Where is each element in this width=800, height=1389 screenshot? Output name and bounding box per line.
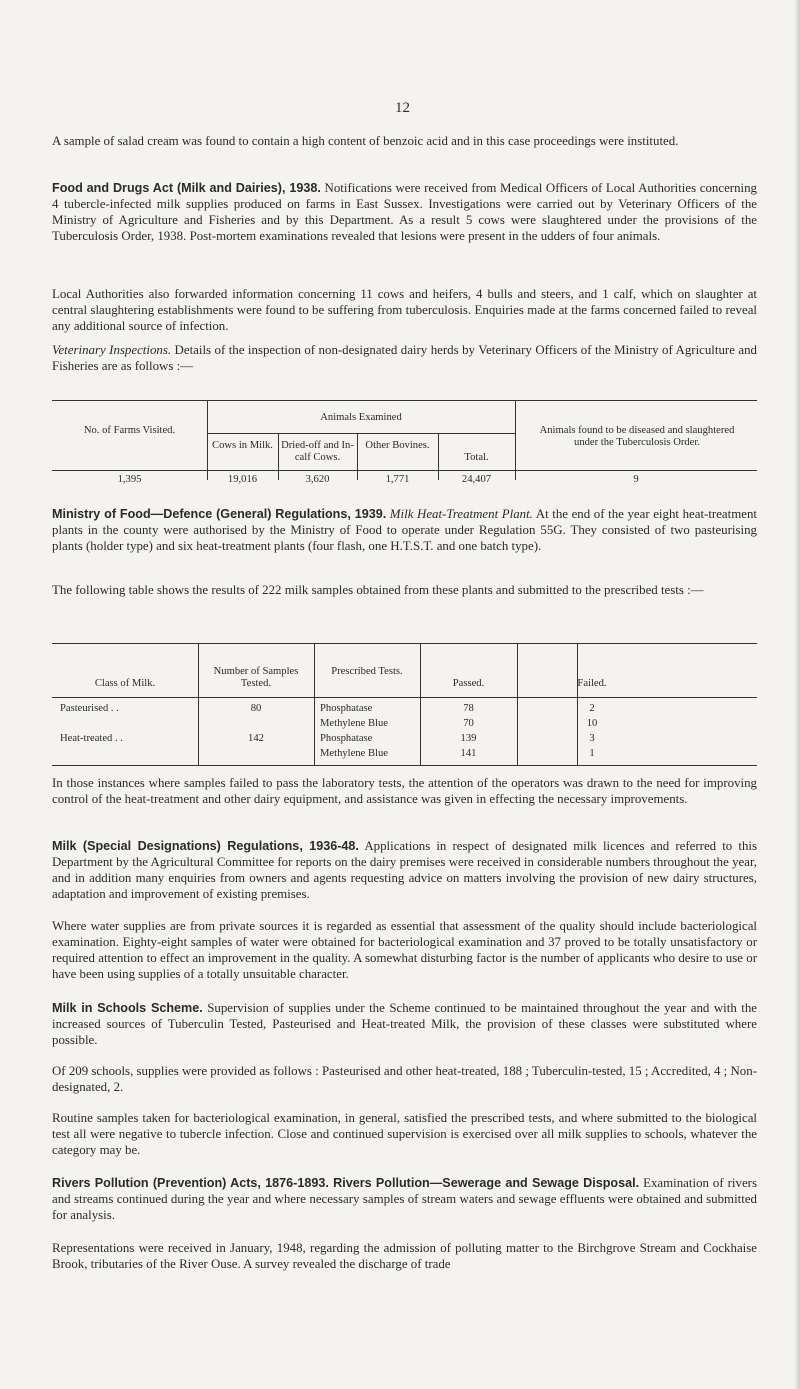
cell-passed: 139	[460, 733, 477, 744]
header-prescribed-tests: Prescribed Tests.	[331, 666, 403, 677]
paragraph-local-authorities	[52, 286, 757, 334]
paragraph-text: Routine samples taken for bacteriological examination, in general, satisfied the prescribed tests, and where submitted to the biological test all were negative to tubercle infection. Close and continued supervision is exercised over all milk supplies to schools, whatever the category may be.	[52, 1111, 757, 1157]
paragraph-text: Details of the inspection of non-designated dairy herds by Veterinary Officers of the Ministry of Agriculture and Fisheries are as follows :—	[52, 343, 758, 373]
cell-diseased: 9	[633, 474, 639, 485]
paragraph-following-table	[52, 582, 757, 598]
section-heading: Milk in Schools Scheme.	[52, 1001, 203, 1015]
cell-test: Phosphatase	[320, 733, 373, 744]
section-heading: Ministry of Food—Defence (General) Regulations, 1939.	[52, 507, 387, 521]
header-animals-examined: Animals Examined	[320, 412, 402, 423]
section-heading: Rivers Pollution (Prevention) Acts, 1876-1893. Rivers Pollution—Sewerage and Sewage Disposal.	[52, 1176, 640, 1190]
cell-total: 24,407	[461, 474, 492, 485]
header-total: Total.	[464, 452, 489, 463]
cell-number: 80	[250, 703, 262, 714]
cell-failed: 3	[589, 733, 595, 744]
header-cows-in-milk: Cows in Milk.	[212, 440, 273, 451]
header-number-tested: Number of Samples Tested.	[213, 666, 299, 689]
page-edge-shadow	[794, 0, 800, 1389]
cell-test: Methylene Blue	[320, 718, 388, 729]
paragraph-representations	[52, 1240, 757, 1272]
paragraph-routine-samples	[52, 1110, 757, 1158]
section-veterinary-inspections	[52, 342, 757, 374]
header-class-of-milk: Class of Milk.	[94, 678, 156, 689]
section-rivers-pollution	[52, 1175, 757, 1223]
paragraph-text: Applications in respect of designated milk licences and referred to this Department by the Agricultural Committee for reports on the dairy premises were received in considerable numbers throughout the year, and in addition many enquiries from owners and agents requesting advice on matters involving the provision of new dairy structures, adaptation and improvement of existing premises.	[52, 839, 757, 901]
cell-other-bovines: 1,771	[385, 474, 410, 485]
header-dried-off: Dried-off and In-calf Cows.	[281, 440, 354, 463]
header-farms-visited: No. of Farms Visited.	[83, 425, 176, 436]
header-animals-found-diseased: Animals found to be diseased and slaughtered under the Tuberculosis Order.	[539, 425, 735, 448]
page-number: 12	[395, 100, 410, 116]
section-ministry-of-food	[52, 506, 757, 554]
cell-class: Pasteurised . .	[60, 703, 119, 714]
cell-test: Phosphatase	[320, 703, 373, 714]
paragraph-text: Local Authorities also forwarded information concerning 11 cows and heifers, 4 bulls and steers, and 1 calf, which on slaughter at central slaughtering establishments were found to be suffering from tuberculosis. Enquiries made at the farms concerned failed to reveal any additional source of infection.	[52, 287, 757, 333]
section-milk-in-schools	[52, 1000, 757, 1048]
section-heading: Food and Drugs Act (Milk and Dairies), 1938.	[52, 181, 321, 195]
paragraph-schools-supplies	[52, 1063, 757, 1095]
paragraph-water-supplies	[52, 918, 757, 982]
cell-number: 142	[248, 733, 264, 744]
cell-cows-in-milk: 19,016	[227, 474, 258, 485]
section-heading: Veterinary Inspections.	[52, 343, 172, 357]
cell-dried-off: 3,620	[305, 474, 330, 485]
paragraph-text: In those instances where samples failed to pass the laboratory tests, the attention of the operators was drawn to the need for improving control of the heat-treatment and other dairy equipment, and assistance was given in effecting the necessary improvements.	[52, 776, 757, 806]
cell-farms-visited: 1,395	[117, 474, 142, 485]
paragraph-text: Representations were received in January, 1948, regarding the admission of polluting matter to the Birchgrove Stream and Cockhaise Brook, tributaries of the River Ouse. A survey revealed the discharge of trade	[52, 1241, 757, 1271]
paragraph-text: At the end of the year eight heat-treatment plants in the county were authorised by the Ministry of Food to operate under Regulation 55G. They consisted of two pasteurising plants (holder type) and six heat-treatment plants (four flash, one H.T.S.T. and one batch type).	[52, 507, 758, 553]
cell-class: Heat-treated . .	[60, 733, 123, 744]
paragraph-failed-samples	[52, 775, 757, 807]
section-milk-special-designations	[52, 838, 757, 902]
section-subheading: Milk Heat-Treatment Plant.	[386, 507, 533, 521]
cell-failed: 10	[586, 718, 598, 729]
paragraph-text: Examination of rivers and streams continued during the year and where necessary samples of stream waters and sewage effluents were obtained and submitted for analysis.	[52, 1176, 757, 1222]
section-food-and-drugs	[52, 180, 757, 244]
header-other-bovines: Other Bovines.	[365, 440, 430, 451]
header-passed: Passed.	[452, 678, 485, 689]
cell-passed: 78	[463, 703, 474, 714]
paragraph-text: Where water supplies are from private sources it is regarded as essential that assessment of the quality should include bacteriological examination. Eighty-eight samples of water were obtained for bacteriological examination and 37 proved to be totally unsatisfactory or required attention to effect an improvement in the quality. A somewhat disturbing factor is the number of applicants who desire to use or have been using supplies of a totally unsuitable character.	[52, 919, 757, 981]
section-heading: Milk (Special Designations) Regulations, 1936-48.	[52, 839, 359, 853]
cell-test: Methylene Blue	[320, 748, 388, 759]
paragraph-text: Supervision of supplies under the Scheme continued to be maintained throughout the year and with the increased sources of Tuberculin Tested, Pasteurised and Heat-treated Milk, the provision of these classes were substituted where possible.	[52, 1001, 758, 1047]
paragraph-salad-cream	[52, 133, 757, 149]
paragraph-text: Notifications were received from Medical Officers of Local Authorities concerning 4 tubercle-infected milk supplies produced on farms in East Sussex. Investigations were carried out by Veterinary Officers of the Ministry of Agriculture and Fisheries and by this Department. As a result 5 cows were slaughtered under the provisions of the Tuberculosis Order, 1938. Post-mortem examinations revealed that lesions were present in the udders of four animals.	[52, 181, 758, 243]
cell-passed: 70	[463, 718, 474, 729]
header-failed: Failed.	[577, 678, 607, 689]
paragraph-text: The following table shows the results of 222 milk samples obtained from these plants and submitted to the prescribed tests :—	[52, 583, 704, 597]
cell-failed: 1	[589, 748, 595, 759]
cell-failed: 2	[589, 703, 595, 714]
cell-passed: 141	[460, 748, 477, 759]
paragraph-text: Of 209 schools, supplies were provided as follows : Pasteurised and other heat-treated, 188 ; Tuberculin-tested, 15 ; Accredited, 4 ; Non-designated, 2.	[52, 1064, 757, 1094]
paragraph-text: A sample of salad cream was found to contain a high content of benzoic acid and in this case proceedings were instituted.	[52, 134, 679, 148]
